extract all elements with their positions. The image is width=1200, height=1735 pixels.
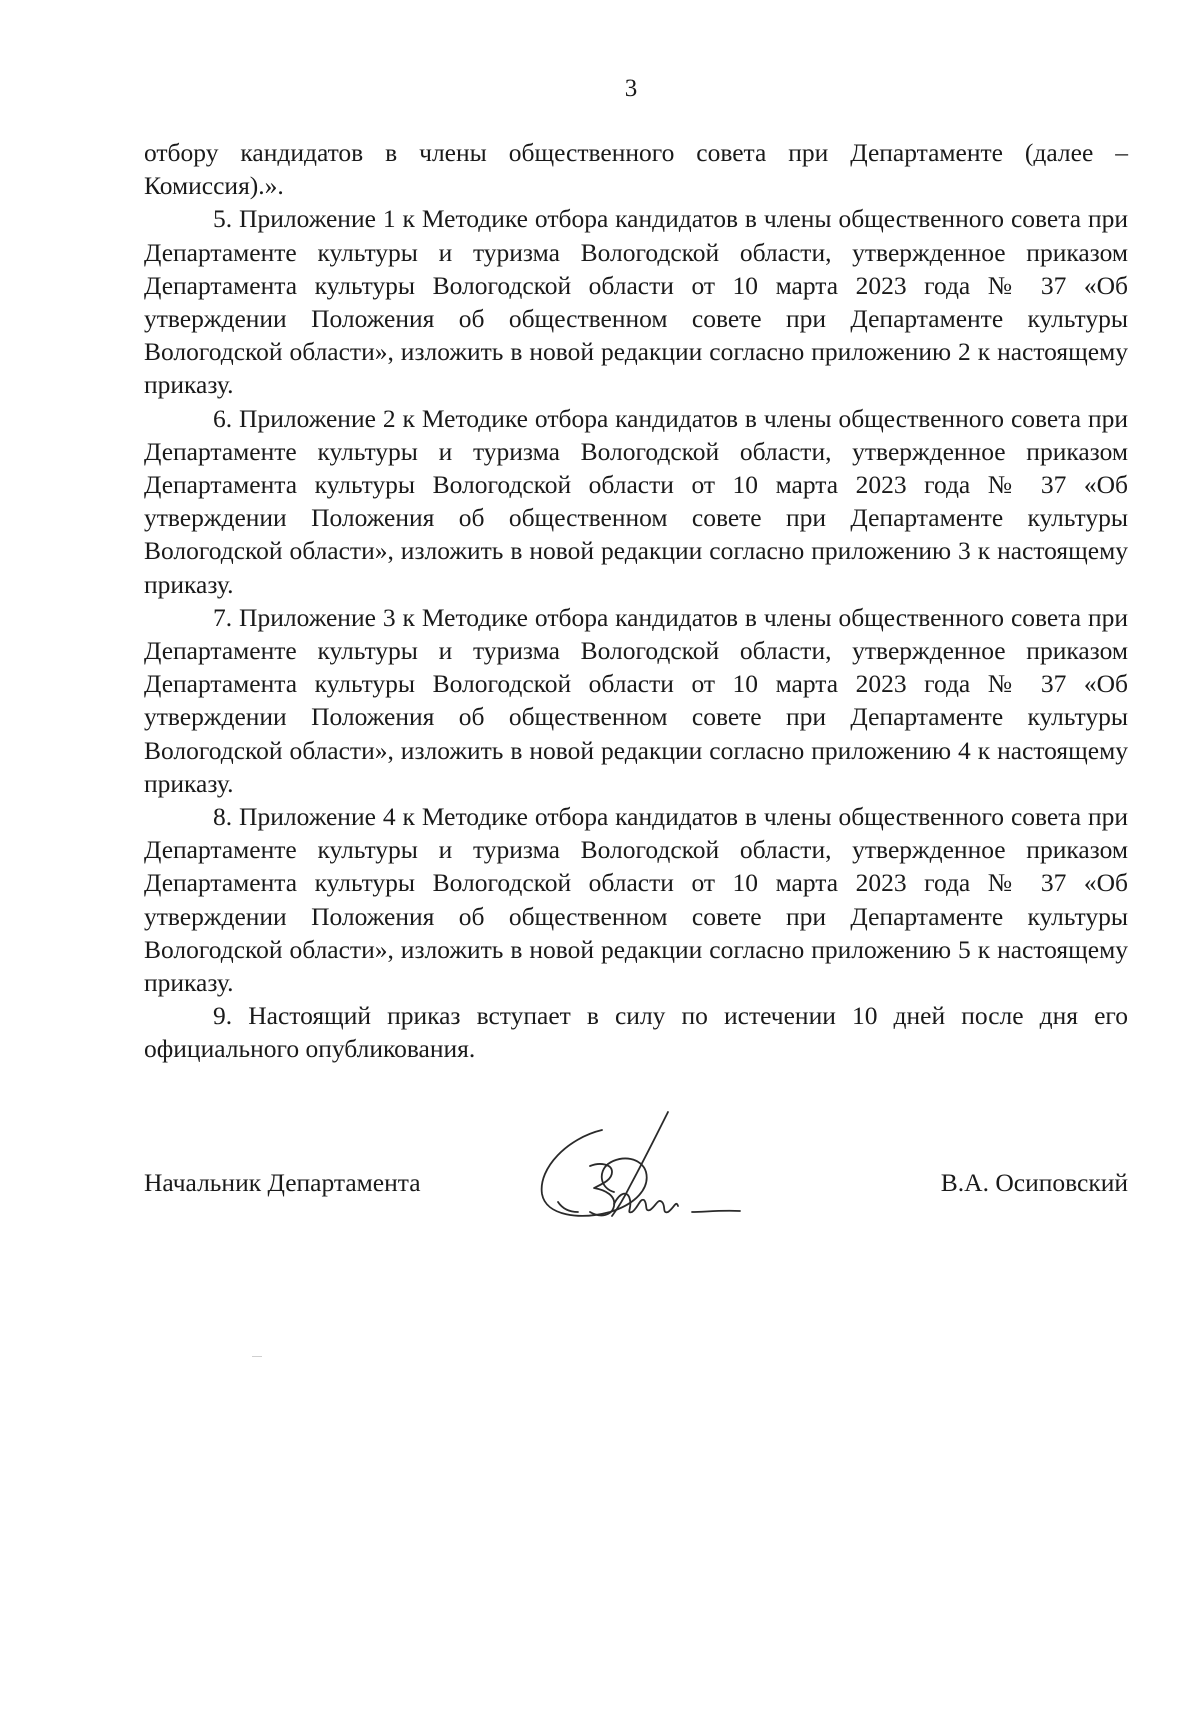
document-body — [144, 136, 1128, 1066]
scan-artifact — [252, 1356, 262, 1357]
paragraph-item-7: 7. Приложение 3 к Методике отбора кандидатов в члены общественного совета при Департаменте культуры и туризма Вологодской области, утвержденное приказом Департамента культуры Вологодской области от 10 марта 2023 года № 37 «Об утверждении Положения об общественном совете при Департаменте культуры Вологодской области», изложить в новой редакции согласно приложению 4 к настоящему приказу. — [144, 602, 1128, 798]
paragraph-continuation: отбору кандидатов в члены общественного совета при Департаменте (далее – Комиссия).». — [144, 138, 1128, 201]
paragraph-item-5: 5. Приложение 1 к Методике отбора кандидатов в члены общественного совета при Департаменте культуры и туризма Вологодской области, утвержденное приказом Департамента культуры Вологодской области от 10 марта 2023 года № 37 «Об утверждении Положения об общественном совете при Департаменте культуры Вологодской области», изложить в новой редакции согласно приложению 2 к настоящему приказу. — [144, 204, 1128, 400]
signatory-name: В.А. Осиповский — [940, 1168, 1128, 1197]
signatory-position: Начальник Департамента — [144, 1168, 421, 1197]
paragraph-item-8: 8. Приложение 4 к Методике отбора кандидатов в члены общественного совета при Департаменте культуры и туризма Вологодской области, утвержденное приказом Департамента культуры Вологодской области от 10 марта 2023 года № 37 «Об утверждении Положения об общественном совете при Департаменте культуры Вологодской области», изложить в новой редакции согласно приложению 5 к настоящему приказу. — [144, 802, 1128, 998]
paragraph-item-9: 9. Настоящий приказ вступает в силу по истечении 10 дней после дня его официального опубликования. — [144, 1001, 1128, 1064]
signature-block — [144, 1166, 1128, 1206]
page-number: 3 — [624, 75, 638, 102]
paragraph-item-6: 6. Приложение 2 к Методике отбора кандидатов в члены общественного совета при Департаменте культуры и туризма Вологодской области, утвержденное приказом Департамента культуры Вологодской области от 10 марта 2023 года № 37 «Об утверждении Положения об общественном совете при Департаменте культуры Вологодской области», изложить в новой редакции согласно приложению 3 к настоящему приказу. — [144, 403, 1128, 599]
